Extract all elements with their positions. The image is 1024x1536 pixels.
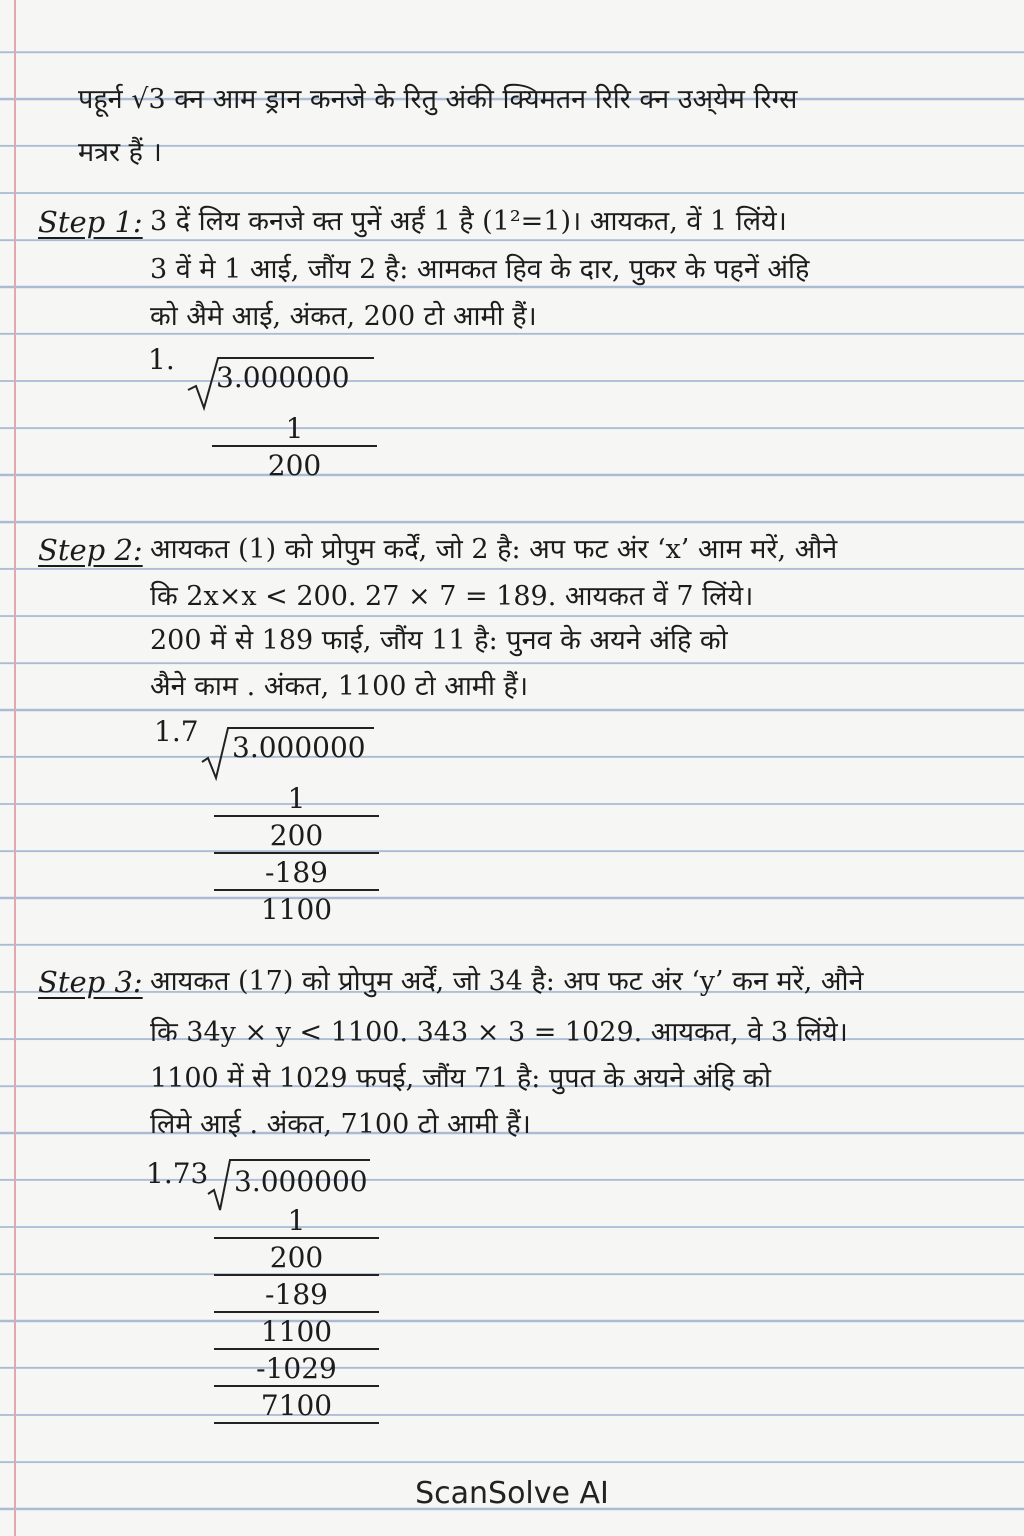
step-3-quotient: 1.73 (146, 1157, 209, 1190)
step-2-radical (200, 726, 376, 772)
step-1-row-2: 200 (267, 449, 322, 482)
step-2-line-2: कि 2x×x < 200. 27 × 7 = 189. आयकत वें 7 लिंये। (150, 581, 754, 612)
step-1-row-1: 1 (212, 410, 377, 447)
step-2-quotient: 1.7 (154, 715, 199, 748)
step-3-radicand: 3.000000 (234, 1165, 368, 1198)
step-3-line-4: लिमे आई . अंकत, 7100 टो आमी हैं। (150, 1109, 531, 1140)
step-2-row-3: -189 (214, 854, 379, 891)
step-2-line-3: 200 में से 189 फाई, जौंय 11 है: पुनव के अयने अंहि को (150, 625, 728, 656)
step-1-quotient: 1. (148, 343, 175, 376)
step-3-line-2: कि 34y × y < 1100. 343 × 3 = 1029. आयकत, वे 3 लिंये। (150, 1017, 848, 1048)
step-1-work (212, 410, 377, 484)
step-1-line-2: 3 वें मे 1 आई, जौंय 2 है: आमकत हिव के दार, पुकर के पहनें अंहि (150, 254, 810, 285)
step-3-row-3: -189 (214, 1276, 379, 1313)
intro-line-2: मत्रर हैं । (78, 137, 162, 168)
step-3-label: Step 3: (38, 965, 143, 999)
step-1-label: Step 1: (38, 205, 143, 239)
intro-line-1: पहूर्न √3 क्न आम ड्रान कनजे के रितु अंकी क्यिमतन रिरि क्न उअ्येम रिग्स (78, 84, 798, 115)
step-3-row-2: 200 (214, 1239, 379, 1276)
step-2-work (214, 780, 379, 928)
step-3-row-4: 1100 (214, 1313, 379, 1350)
step-2-row-1: 1 (214, 780, 379, 817)
step-3-row-5: -1029 (214, 1350, 379, 1387)
step-1-line-1: 3 दें लिय कनजे क्त पुनें अर्हं 1 है (1²=1)। आयकत, वें 1 लिंये। (150, 206, 787, 237)
step-3-radical (206, 1158, 372, 1204)
step-3-work (214, 1202, 379, 1424)
step-1-radical (186, 356, 376, 402)
step-1-line-3: को अैमे आई, अंकत, 200 टो आमी हैं। (150, 301, 537, 332)
step-2-line-1: आयकत (1) को प्रोपुम कर्दें, जो 2 है: अप फट अंर ‘x’ आम मरें, औने (150, 534, 838, 565)
footer-brand: ScanSolve AI (415, 1476, 609, 1511)
step-2-radicand: 3.000000 (232, 731, 366, 764)
step-2-row-2: 200 (214, 817, 379, 854)
step-2-line-4: अैने काम . अंकत, 1100 टो आमी हैं। (150, 671, 529, 702)
margin-line (14, 0, 16, 1536)
step-3-line-1: आयकत (17) को प्रोपुम अर्दें, जो 34 है: अप फट अंर ‘y’ कन मरें, औने (150, 966, 864, 997)
step-3-row-1: 1 (214, 1202, 379, 1239)
step-3-line-3: 1100 में से 1029 फपई, जौंय 71 है: पुपत के अयने अंहि को (150, 1063, 772, 1094)
step-2-label: Step 2: (38, 533, 143, 567)
step-1-radicand: 3.000000 (216, 361, 350, 394)
step-3-row-6: 7100 (214, 1387, 379, 1424)
step-2-row-4: 1100 (260, 893, 333, 926)
